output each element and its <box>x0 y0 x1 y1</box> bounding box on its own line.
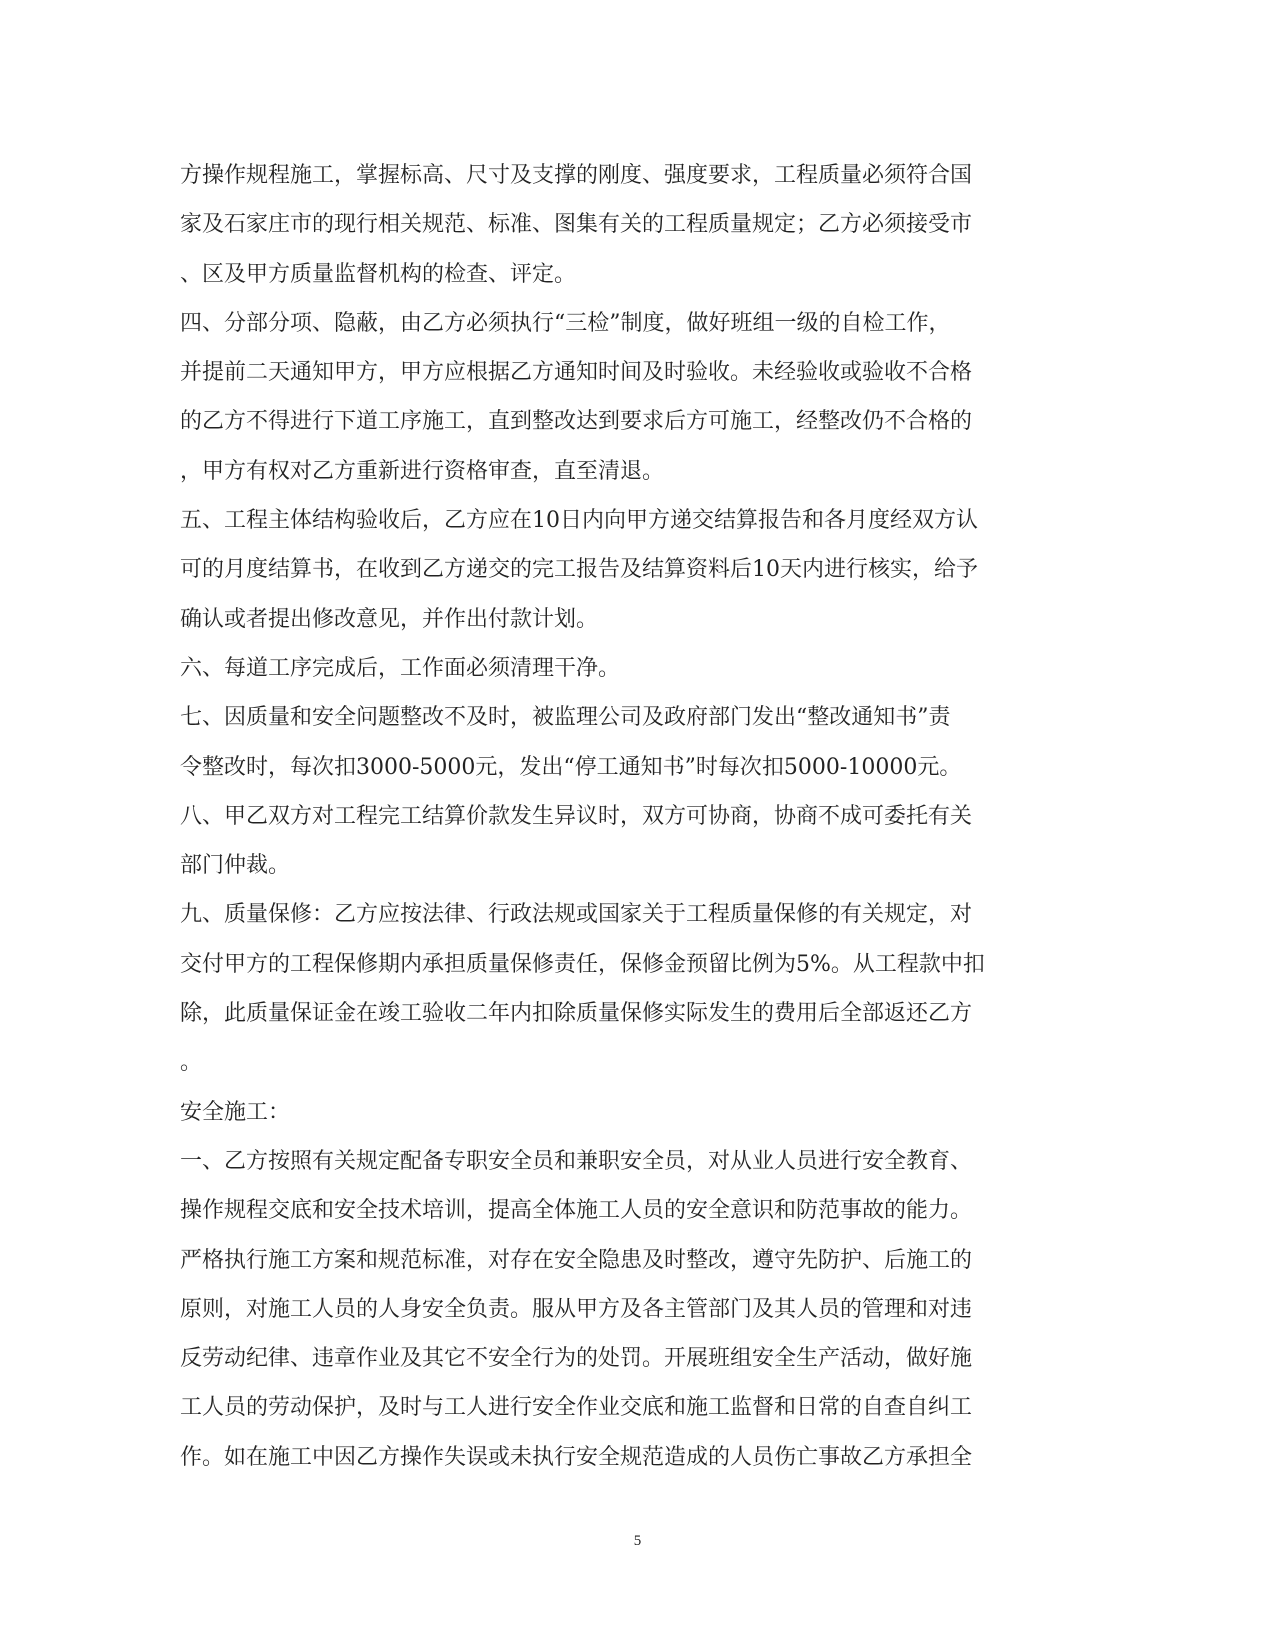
text-line: 作。如在施工中因乙方操作失误或未执行安全规范造成的人员伤亡事故乙方承担全 <box>180 1444 973 1470</box>
text-line: 确认或者提出修改意见，并作出付款计划。 <box>180 606 599 632</box>
text-line: 令整改时，每次扣3000-5000元，发出“停工通知书”时每次扣5000-10000元。 <box>180 754 962 780</box>
text-line: 反劳动纪律、违章作业及其它不安全行为的处罚。开展班组安全生产活动，做好施 <box>180 1346 973 1372</box>
text-line: 、区及甲方质量监督机构的检查、评定。 <box>180 261 577 287</box>
text-line: 。 <box>180 1050 203 1076</box>
text-line: 一、乙方按照有关规定配备专职安全员和兼职安全员，对从业人员进行安全教育、 <box>180 1148 973 1174</box>
text-line: 交付甲方的工程保修期内承担质量保修责任，保修金预留比例为5%。从工程款中扣 <box>180 951 985 977</box>
text-line: 工人员的劳动保护，及时与工人进行安全作业交底和施工监督和日常的自查自纠工 <box>180 1395 973 1421</box>
text-line: 七、因质量和安全问题整改不及时，被监理公司及政府部门发出“整改通知书”责 <box>180 705 951 731</box>
text-line: 方操作规程施工，掌握标高、尺寸及支撑的刚度、强度要求，工程质量必须符合国 <box>180 163 973 188</box>
text-line: 八、甲乙双方对工程完工结算价款发生异议时，双方可协商，协商不成可委托有关 <box>180 803 973 829</box>
text-line: 并提前二天通知甲方，甲方应根据乙方通知时间及时验收。未经验收或验收不合格 <box>180 360 973 386</box>
section-heading: 安全施工： <box>180 1099 291 1125</box>
text-line: 除，此质量保证金在竣工验收二年内扣除质量保修实际发生的费用后全部返还乙方 <box>180 1001 973 1027</box>
text-line: 九、质量保修：乙方应按法律、行政法规或国家关于工程质量保修的有关规定，对 <box>180 902 973 928</box>
page-number: 5 <box>633 1533 642 1549</box>
text-line: 原则，对施工人员的人身安全负责。服从甲方及各主管部门及其人员的管理和对违 <box>180 1296 973 1322</box>
text-line: 的乙方不得进行下道工序施工，直到整改达到要求后方可施工，经整改仍不合格的 <box>180 409 973 435</box>
document-body <box>180 151 1110 1482</box>
text-line: ，甲方有权对乙方重新进行资格审查，直至清退。 <box>180 458 665 484</box>
text-line: 部门仲裁。 <box>180 853 291 879</box>
text-line: 家及石家庄市的现行相关规范、标准、图集有关的工程质量规定；乙方必须接受市 <box>180 212 973 238</box>
text-line: 五、工程主体结构验收后，乙方应在10日内向甲方递交结算报告和各月度经双方认 <box>180 508 978 534</box>
text-line: 操作规程交底和安全技术培训，提高全体施工人员的安全意识和防范事故的能力。 <box>180 1198 973 1224</box>
text-line: 可的月度结算书，在收到乙方递交的完工报告及结算资料后10天内进行核实，给予 <box>180 557 978 583</box>
text-line: 严格执行施工方案和规范标准，对存在安全隐患及时整改，遵守先防护、后施工的 <box>180 1247 973 1273</box>
text-line: 六、每道工序完成后，工作面必须清理干净。 <box>180 655 621 681</box>
text-line: 四、分部分项、隐蔽，由乙方必须执行“三检”制度，做好班组一级的自检工作， <box>180 310 951 336</box>
